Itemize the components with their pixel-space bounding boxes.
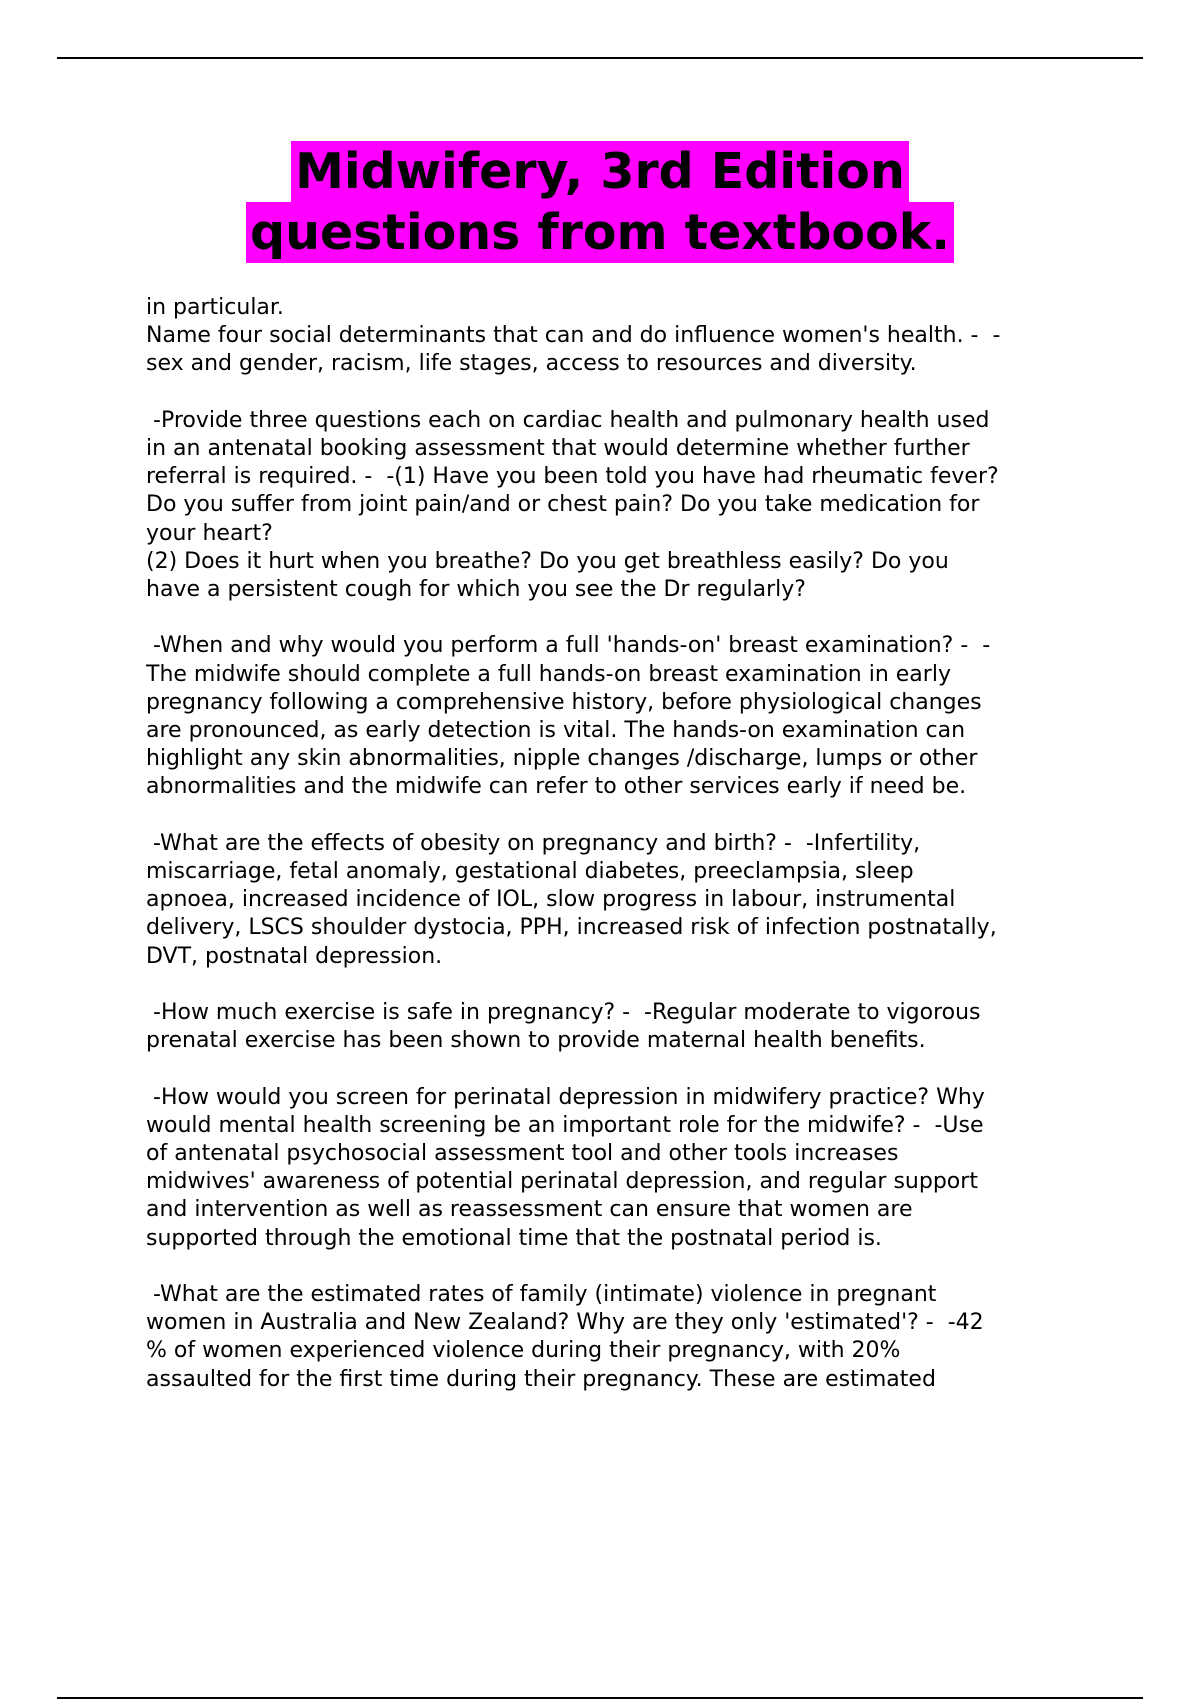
- text-line: Name four social determinants that can and do influence women's health. - -: [146, 323, 1001, 349]
- text-line: and intervention as well as reassessment can ensure that women are: [146, 1197, 913, 1223]
- text-line: your heart?: [146, 520, 273, 546]
- text-line: supported through the emotional time that the postnatal period is.: [146, 1225, 882, 1251]
- text-line: -What are the estimated rates of family (intimate) violence in pregnant: [146, 1282, 937, 1308]
- page-title: [0, 141, 1200, 263]
- text-line: (2) Does it hurt when you breathe? Do you get breathless easily? Do you: [146, 548, 949, 574]
- title-line-1: Midwifery, 3rd Edition: [291, 141, 909, 202]
- bottom-rule: [57, 1697, 1143, 1699]
- text-line: would mental health screening be an important role for the midwife? - -Use: [146, 1112, 984, 1138]
- text-line: of antenatal psychosocial assessment tool and other tools increases: [146, 1141, 899, 1167]
- text-line: -How would you screen for perinatal depression in midwifery practice? Why: [146, 1084, 985, 1110]
- text-line: Do you suffer from joint pain/and or chest pain? Do you take medication for: [146, 492, 980, 518]
- text-line: are pronounced, as early detection is vital. The hands-on examination can: [146, 718, 966, 744]
- text-line: -What are the effects of obesity on pregnancy and birth? - -Infertility,: [146, 830, 921, 856]
- text-line: women in Australia and New Zealand? Why are they only 'estimated'? - -42: [146, 1310, 984, 1336]
- title-line-2: questions from textbook.: [246, 202, 954, 263]
- text-line: highlight any skin abnormalities, nipple changes /discharge, lumps or other: [146, 746, 978, 772]
- text-line: % of women experienced violence during their pregnancy, with 20%: [146, 1338, 901, 1364]
- text-line: sex and gender, racism, life stages, access to resources and diversity.: [146, 351, 917, 377]
- text-line: apnoea, increased incidence of IOL, slow progress in labour, instrumental: [146, 887, 956, 913]
- text-line: in an antenatal booking assessment that would determine whether further: [146, 436, 970, 461]
- document-body: [146, 294, 1106, 1394]
- text-line: abnormalities and the midwife can refer to other services early if need be.: [146, 774, 967, 800]
- text-line: prenatal exercise has been shown to provide maternal health benefits.: [146, 1028, 926, 1054]
- text-line: pregnancy following a comprehensive history, before physiological changes: [146, 689, 982, 715]
- text-line: delivery, LSCS shoulder dystocia, PPH, increased risk of infection postnatally,: [146, 915, 997, 941]
- blank-line: [146, 971, 1106, 999]
- blank-line: [146, 379, 1106, 407]
- text-line: -When and why would you perform a full 'hands-on' breast examination? - -: [146, 633, 991, 659]
- text-line: -Provide three questions each on cardiac health and pulmonary health used: [146, 407, 990, 433]
- text-line: DVT, postnatal depression.: [146, 943, 443, 969]
- text-line: have a persistent cough for which you see the Dr regularly?: [146, 577, 806, 603]
- text-line: assaulted for the first time during their pregnancy. These are estimated: [146, 1366, 936, 1392]
- text-line: -How much exercise is safe in pregnancy? - -Regular moderate to vigorous: [146, 1000, 981, 1026]
- blank-line: [146, 802, 1106, 830]
- text-line: The midwife should complete a full hands-on breast examination in early: [146, 661, 951, 687]
- blank-line: [146, 1055, 1106, 1083]
- blank-line: [146, 1253, 1106, 1281]
- text-line: referral is required. - -(1) Have you been told you have had rheumatic fever?: [146, 464, 999, 490]
- text-line: miscarriage, fetal anomaly, gestational diabetes, preeclampsia, sleep: [146, 859, 914, 885]
- text-line: midwives' awareness of potential perinatal depression, and regular support: [146, 1169, 978, 1195]
- blank-line: [146, 604, 1106, 632]
- top-rule: [57, 57, 1143, 59]
- text-line: in particular.: [146, 295, 284, 320]
